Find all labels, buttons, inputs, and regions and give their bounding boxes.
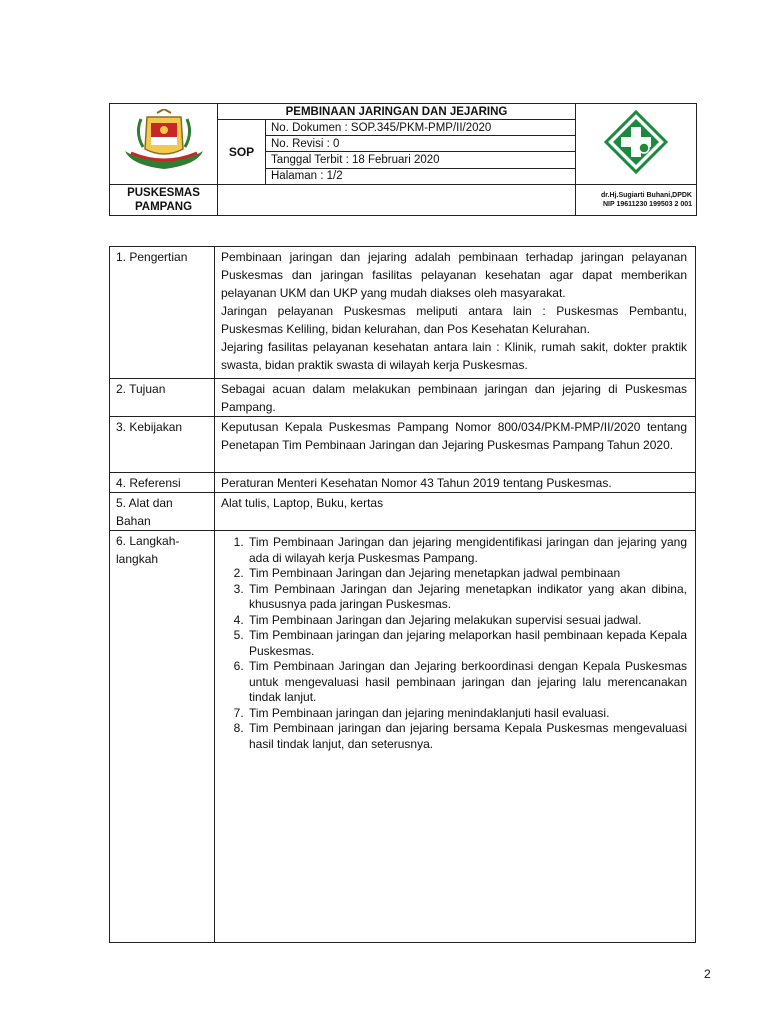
organization-line-2: PAMPANG (134, 200, 193, 213)
document-number: No. Dokumen : SOP.345/PKM-PMP/II/2020 (266, 120, 576, 136)
alat-label-line-1: 5. Alat dan (116, 496, 173, 510)
puskesmas-logo-cell (576, 104, 697, 185)
signer-block (576, 184, 697, 215)
sop-content-table (109, 246, 696, 943)
page-info: Halaman : 1/2 (266, 168, 576, 184)
list-item: 1. Tim Pembinaan Jaringan dan jejaring mengidentifikasi jaringan dan jejaring yang ada di wilayah kerja Puskesmas Pampang. (247, 535, 687, 566)
kebijakan-text: Keputusan Kepala Puskesmas Pampang Nomor 800/034/PKM-PMP/II/2020 tentang Penetapan Tim Pembinaan Jaringan dan Jejaring Puskesmas Pampang Tahun 2020. (221, 420, 687, 452)
section-label-langkah (110, 531, 215, 943)
steps-list (221, 535, 687, 752)
section-content-pengertian (215, 247, 696, 379)
section-content-langkah (215, 531, 696, 943)
list-item: 2. Tim Pembinaan Jaringan dan Jejaring menetapkan jadwal pembinaan (247, 566, 687, 582)
list-item: 6. Tim Pembinaan Jaringan dan Jejaring berkoordinasi dengan Kepala Puskesmas untuk mengevaluasi hasil pembinaan jaringan dan jejaring lalu merencanakan tindak lanjut. (247, 659, 687, 706)
section-label-referensi: 4. Referensi (110, 473, 215, 493)
organization-name (110, 184, 218, 215)
document-title: PEMBINAAN JARINGAN DAN JEJARING (218, 104, 576, 120)
section-label-alat (110, 493, 215, 531)
signature-area (218, 184, 576, 215)
list-item: 7. Tim Pembinaan jaringan dan jejaring menindaklanjuti hasil evaluasi. (247, 706, 687, 722)
sop-header (109, 103, 696, 216)
pengertian-paragraph-2: Jaringan pelayanan Puskesmas meliputi antara lain : Puskesmas Pembantu, Puskesmas Keliling, bidan kelurahan, dan Pos Kesehatan Kelurahan. (221, 304, 687, 336)
pengertian-paragraph-1: Pembinaan jaringan dan jejaring adalah pembinaan terhadap jaringan pelayanan Puskesmas dan jaringan fasilitas pelayanan kesehatan agar dapat memberikan pelayanan UKM dan UKP yang mudah diakses oleh masyarakat. (221, 250, 687, 300)
alat-label-line-2: Bahan (116, 514, 151, 528)
list-item: 8. Tim Pembinaan jaringan dan jejaring bersama Kepala Puskesmas mengevaluasi hasil tindak lanjut, dan seterusnya. (247, 721, 687, 752)
tujuan-text: Sebagai acuan dalam melakukan pembinaan jaringan dan jejaring di Puskesmas Pampang. (221, 382, 687, 414)
signer-name: dr.Hj.Sugiarti Buhani,DPDK (600, 191, 692, 199)
regency-emblem-icon (121, 109, 207, 173)
regency-logo-cell (110, 104, 218, 185)
langkah-label-line-2: langkah (116, 552, 159, 566)
list-item: 4. Tim Pembinaan Jaringan dan Jejaring melakukan supervisi sesuai jadwal. (247, 613, 687, 629)
section-content-kebijakan (215, 417, 696, 473)
puskesmas-cross-icon (604, 110, 668, 174)
issue-date: Tanggal Terbit : 18 Februari 2020 (266, 152, 576, 168)
list-item: 5. Tim Pembinaan jaringan dan jejaring melaporkan hasil pembinaan kepada Kepala Puskesmas. (247, 628, 687, 659)
signer-nip: NIP 19611230 199503 2 001 (602, 200, 692, 208)
section-content-alat (215, 493, 696, 531)
referensi-text: Peraturan Menteri Kesehatan Nomor 43 Tahun 2019 tentang Puskesmas. (221, 476, 612, 490)
list-item: 3. Tim Pembinaan Jaringan dan Jejaring menetapkan indikator yang akan dibina, khususnya pada jaringan Puskesmas. (247, 582, 687, 613)
sop-label: SOP (218, 120, 266, 185)
alat-text: Alat tulis, Laptop, Buku, kertas (221, 496, 384, 510)
section-content-referensi (215, 473, 696, 493)
langkah-label-line-1: 6. Langkah- (116, 534, 180, 548)
pengertian-paragraph-3: Jejaring fasilitas pelayanan kesehatan antara lain : Klinik, rumah sakit, dokter praktik swasta, bidan praktik swasta di wilayah kerja Puskesmas. (221, 340, 687, 372)
revision-number: No. Revisi : 0 (266, 136, 576, 152)
section-label-tujuan: 2. Tujuan (110, 379, 215, 417)
organization-line-1: PUSKESMAS (127, 186, 200, 199)
section-label-pengertian: 1. Pengertian (110, 247, 215, 379)
page-number: 2 (704, 967, 711, 981)
section-label-kebijakan: 3. Kebijakan (110, 417, 215, 473)
section-content-tujuan (215, 379, 696, 417)
